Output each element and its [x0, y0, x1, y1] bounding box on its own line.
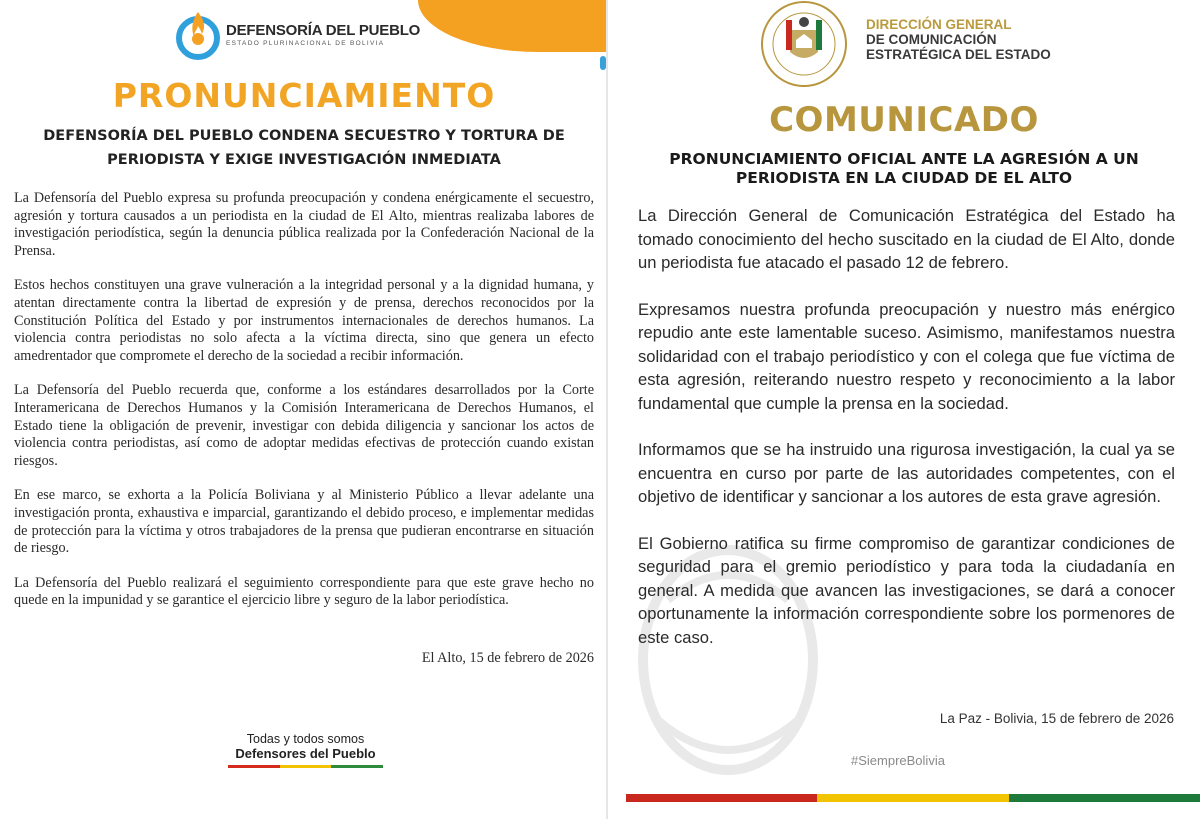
- institution-line-3: ESTRATÉGICA DEL ESTADO: [866, 47, 1051, 62]
- paragraph: La Dirección General de Comunicación Estratégica del Estado ha tomado conocimiento del hecho suscitado en la ciudad de El Alto, donde un periodista fue atacado el pasado 12 de febrero.: [638, 206, 1175, 272]
- institution-line-1: DIRECCIÓN GENERAL: [866, 17, 1012, 32]
- document-type-title: COMUNICADO: [769, 100, 1039, 140]
- headline: DEFENSORÍA DEL PUEBLO CONDENA SECUESTRO Y TORTURA DE PERIODISTA Y EXIGE INVESTIGACIÓN INMEDIATA: [43, 128, 565, 168]
- institution-line-2: DE COMUNICACIÓN: [866, 32, 997, 47]
- logo-name: DEFENSORÍA DEL PUEBLO: [226, 21, 421, 39]
- presidency-seal-icon: [758, 0, 850, 88]
- comunicado-document: [608, 0, 1200, 819]
- headline: PRONUNCIAMIENTO OFICIAL ANTE LA AGRESIÓN A UN PERIODISTA EN LA CIUDAD DE EL ALTO: [669, 150, 1139, 187]
- flag-stripe: [228, 765, 383, 768]
- paragraph: En ese marco, se exhorta a la Policía Boliviana y al Ministerio Público a llevar adelante una investigación pronta, exhaustiva e imparcial, garantizando el debido proceso, e implementar medidas de protección para la víctima y otros trabajadores de la prensa que pudieran encontrarse en situación de riesgo.: [14, 487, 594, 557]
- footer-slogan: [228, 732, 383, 768]
- flag-stripe: [626, 794, 1200, 802]
- slogan-line-2: Defensores del Pueblo: [235, 746, 376, 761]
- place-date: El Alto, 15 de febrero de 2026: [421, 650, 594, 666]
- logo-subtitle: ESTADO PLURINACIONAL DE BOLIVIA: [226, 39, 385, 47]
- paragraph: Estos hechos constituyen una grave vulneración a la integridad personal y a la dignidad humana, y atentan directamente contra la libertad de expresión y de prensa, derechos reconocidos por la Constitución Política del Estado y por instrumentos internacionales de derechos humanos. La violencia contra periodistas no solo afecta a la víctima directa, sino que genera un efecto amedrentador que compromete el derecho de la sociedad a recibir información.: [14, 277, 594, 364]
- paragraph: Informamos que se ha instruido una rigurosa investigación, la cual ya se encuentra en curso por parte de las autoridades competentes, con el objetivo de identificar y sancionar a los autores de esta grave agresión.: [638, 440, 1175, 506]
- slogan-line-1: Todas y todos somos: [246, 732, 365, 746]
- paragraph: La Defensoría del Pueblo recuerda que, conforme a los estándares desarrollados por la Corte Interamericana de Derechos Humanos y la Comisión Interamericana de Derechos Humanos, el Estado tiene la obligación de prevenir, investigar con debida diligencia y sancionar los actos de violencia contra periodistas, así como de adoptar medidas efectivas de protección cuando existan riesgos.: [14, 382, 594, 469]
- institution-name: [866, 17, 1051, 62]
- body-text: [638, 204, 1175, 672]
- paragraph: El Gobierno ratifica su firme compromiso de garantizar condiciones de seguridad para el gremio periodístico y para toda la ciudadanía en general. A medida que avancen las investigaciones, se dará a conocer oportunamente la información correspondiente sobre los pormenores de este caso.: [638, 533, 1175, 647]
- paragraph: La Defensoría del Pueblo realizará el seguimiento correspondiente para que este grave hecho no quede en la impunidad y se garantice el ejercicio libre y seguro de la labor periodística.: [14, 574, 594, 609]
- document-type-title: PRONUNCIAMIENTO: [112, 76, 496, 115]
- paragraph: Expresamos nuestra profunda preocupación y nuestro más enérgico repudio ante este lamentable suceso. Asimismo, manifestamos nuestra solidaridad con el trabajo periodístico y con el colega que fue víctima de esta agresión, reiterando nuestro respeto y reconocimiento a la labor fundamental que cumple la prensa en la sociedad.: [638, 299, 1175, 413]
- defensoria-logo: [174, 8, 420, 60]
- place-date: La Paz - Bolivia, 15 de febrero de 2026: [939, 711, 1174, 726]
- hashtag: #SiempreBolivia: [851, 753, 945, 768]
- defensoria-flame-icon: [174, 8, 222, 60]
- decorative-swoosh: [418, 0, 608, 52]
- paragraph: La Defensoría del Pueblo expresa su profunda preocupación y condena enérgicamente el secuestro, agresión y tortura causados a un periodista en la ciudad de El Alto, mientras realizaba labores de investigación periodística, según la denuncia pública realizada por la Confederación Nacional de la Prensa.: [14, 190, 594, 259]
- body-text: [14, 190, 594, 627]
